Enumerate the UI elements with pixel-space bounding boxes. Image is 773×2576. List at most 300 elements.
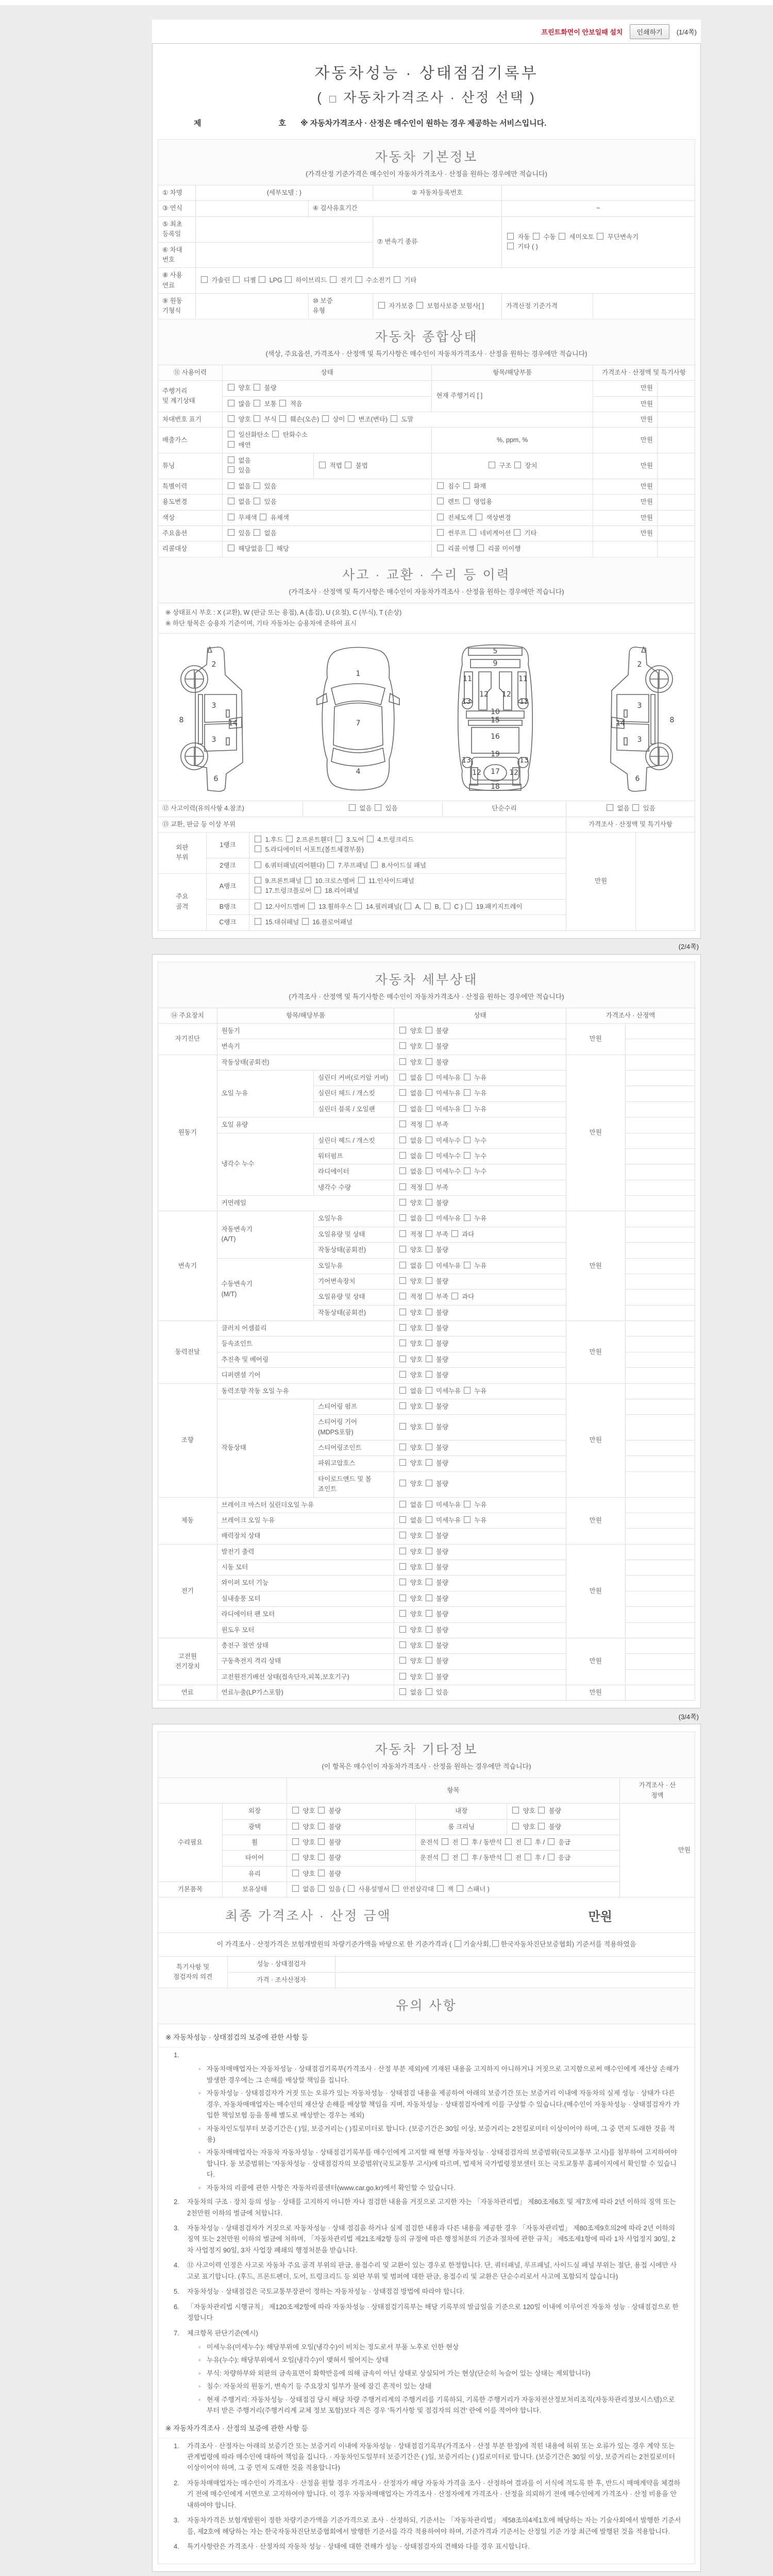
- cell: 없음 미세누유 누유: [394, 1383, 566, 1399]
- checkbox: [444, 903, 450, 909]
- checkbox: [525, 1854, 531, 1860]
- checkbox: [399, 1563, 406, 1570]
- cell: 1랭크: [206, 832, 249, 858]
- checkbox: [505, 1854, 512, 1860]
- checkbox: [399, 1230, 406, 1237]
- panel-number: 12: [509, 769, 518, 777]
- print-button[interactable]: 인쇄하기: [630, 24, 669, 39]
- cell: 양호 불량: [394, 1638, 566, 1653]
- section-subtitle: (가격조사 · 산정액 및 특기사항은 매수인이 자동차가격조사 · 산정을 원하는 경우에만 적습니다): [289, 587, 564, 596]
- table-row: [158, 216, 695, 242]
- checkbox: [507, 233, 514, 240]
- cell: ⑦ 변속기 종류: [373, 216, 501, 268]
- panel-number: 5: [493, 647, 497, 656]
- cell: 적법 불법: [314, 453, 432, 479]
- cell: [335, 1972, 695, 1988]
- notice-item-text: 자동차매매업자는 매수인이 가격조사 · 산정을 원할 경우 가격조사 · 산정자가 해당 자동차 가격을 조사 · 산정하여 결과를 이 서식에 적도록 한 후, 반드시 매매계약을 체결하기 전에 매수인에게 서면으로 고지하여야 합니다. 이 경우 자동차매매업자는 가격조사 · 산정자에게 가격조사 · 산정을 의뢰하기 전에 매수인에게 가격조사 · 산정 비용을 안내하여야 합니다.: [187, 2479, 681, 2509]
- cell: 양호 불량: [394, 1274, 566, 1289]
- checkbox: [426, 1277, 432, 1284]
- cell: 외판 부위: [158, 832, 207, 873]
- checkbox: [464, 1214, 470, 1221]
- cell: [625, 1368, 695, 1383]
- cell: 라디에이터 팬 모터: [217, 1607, 394, 1622]
- checkbox: [437, 1885, 444, 1892]
- cell: [625, 1415, 695, 1440]
- parts-rank-table: [158, 832, 695, 931]
- checkbox: [464, 1105, 470, 1112]
- cell: [625, 1529, 695, 1544]
- checkbox: [345, 462, 351, 468]
- cell: 전기: [158, 1544, 217, 1638]
- checkbox: [442, 1854, 448, 1860]
- checkbox: [348, 415, 355, 422]
- cell: 조향: [158, 1383, 217, 1497]
- checkbox: [426, 1340, 432, 1346]
- notice-item-number: 7.: [174, 2329, 179, 2337]
- table-row: [158, 453, 695, 479]
- checkbox: [308, 903, 315, 909]
- checkbox: [314, 887, 321, 893]
- cell: [658, 396, 695, 412]
- checkbox: [399, 1355, 406, 1362]
- checkbox: [228, 415, 234, 422]
- cell: [195, 216, 373, 242]
- cell: ⑬ 교환, 판금 등 이상 부위: [158, 817, 566, 832]
- cell: 상태: [223, 365, 432, 380]
- cell: 양호 불량: [394, 1456, 566, 1471]
- cell: [625, 1591, 695, 1606]
- cell: 타이로드엔드 및 볼 죠인트: [314, 1471, 394, 1497]
- cell: 양호 불량: [287, 1819, 416, 1835]
- checkbox: [399, 1516, 406, 1523]
- checkbox: [426, 1610, 432, 1617]
- notice-body: [158, 2024, 695, 2564]
- cell: 냉각수 누수: [217, 1133, 314, 1196]
- checkbox: [514, 529, 520, 536]
- cell: [625, 1055, 695, 1070]
- accident-history-table: [158, 801, 695, 817]
- cell: 많음 보통 적음: [223, 396, 432, 412]
- checkbox: [632, 804, 639, 811]
- bullet-icon: ◦: [198, 2395, 201, 2403]
- checkbox: [399, 1214, 406, 1221]
- notice-item-number: 1.: [174, 2050, 179, 2059]
- checkbox: [399, 1027, 406, 1033]
- cell: [416, 1866, 620, 1882]
- cell: 구동축전지 격리 상태: [217, 1654, 394, 1669]
- checkbox: [255, 877, 261, 884]
- cell: 적정 부족: [394, 1117, 566, 1133]
- cell: 자기진단: [158, 1023, 217, 1055]
- checkbox: [201, 276, 208, 283]
- table-row: [158, 185, 695, 201]
- table-row: [158, 1544, 695, 1560]
- cell: [625, 1039, 695, 1055]
- checkbox: [538, 1807, 545, 1814]
- cell: 양호 불량: [394, 1352, 566, 1367]
- checkbox: [426, 1105, 432, 1112]
- cell: [625, 1607, 695, 1622]
- checkbox: [279, 400, 286, 406]
- panel-number: 4: [356, 768, 360, 776]
- notice-item: [158, 2438, 695, 2476]
- final-price-row: [158, 1897, 695, 1933]
- checkbox: [318, 1807, 325, 1814]
- checkbox: [426, 1074, 432, 1080]
- notice-bullet-text: 자동차매매업자는 자동차성능 · 상태점검기록부(가격조사 · 산정 부분 제외)에 기재된 내용을 고지하지 아니하거나 거짓으로 고지함으로써 매수인에게 재산상 손해가 발생한 경우에는 그 손해를 배상할 책임을 집니다.: [207, 2065, 679, 2084]
- panel-number: 19: [490, 750, 500, 759]
- cell: 연료누출(LP가스포함): [217, 1685, 394, 1701]
- cell: 만원: [593, 495, 657, 510]
- panel-number: 6: [213, 775, 218, 784]
- cell: 룸 크리닝: [416, 1819, 507, 1835]
- table-row: [158, 1055, 695, 1070]
- panel-number: 12: [479, 690, 489, 699]
- checkbox: [399, 1402, 406, 1409]
- cell: [625, 1164, 695, 1180]
- checkbox: [426, 1152, 432, 1159]
- checkbox: [437, 498, 444, 504]
- cell: [625, 1133, 695, 1148]
- checkbox: [451, 1230, 458, 1237]
- notice-bullet: [158, 2146, 695, 2181]
- notice-bullet-text: 자동차의 리콜에 관한 사항은 자동차리콜센터(www.car.go.kr)에서 확인할 수 있습니다.: [207, 2183, 456, 2192]
- checkbox: [399, 1610, 406, 1617]
- cell: ⑨ 원동 기형식: [158, 294, 196, 319]
- notice-bullet: [158, 2341, 695, 2353]
- cell: 기본품목: [158, 1882, 223, 1897]
- cell: 운전석 전 후 / 동반석 전 후 / 응급: [416, 1851, 620, 1866]
- cell: 만원: [593, 428, 657, 453]
- notice-item: [158, 2476, 695, 2513]
- cell: 양호 불량: [394, 1415, 566, 1440]
- cell: 배력장치 상태: [217, 1529, 394, 1544]
- cell: 수동변속기 (M/T): [217, 1258, 314, 1321]
- checkbox: [426, 1246, 432, 1252]
- checkbox: [318, 1838, 325, 1845]
- notice-item-number: 4.: [174, 2543, 179, 2551]
- cell: [625, 1274, 695, 1289]
- section-subtitle: (색상, 주요옵션, 가격조사 · 산정액 및 특기사항은 매수인이 자동차가격조사 · 산정을 원하는 경우에만 적습니다): [265, 349, 587, 358]
- notice-bullet-text: 미세누유(미세누수): 해당부위에 오일(냉각수)이 비치는 정도로서 부품 노후로 인한 현상: [207, 2343, 459, 2351]
- cell: 작동상태(공회전): [314, 1305, 394, 1320]
- cell: B랭크: [206, 899, 249, 914]
- notice-item-text: 자동차성능 · 상태점검자가 거짓으로 자동차성능 · 상태 점검을 하거나 실제 점검한 내용과 다른 내용을 제공한 경우 「자동차관리법」 제80조제9호의2에 따라 2년 이하의 징역 또는 2천만원 이하의 벌금에 처하며, 「자동차관리법 제21조제2항 등의 규정에 따른 행정처분의 기준과 절차에 관한 규칙」 제5조제1항에 따라 1차 사업정지 30일, 2차 사업정지 90일, 3차 사업장 폐쇄의 행정처분을 받습니다.: [187, 2224, 676, 2254]
- notice-item-number: 6.: [174, 2302, 179, 2311]
- checkbox: [548, 1838, 554, 1845]
- cell: C랭크: [206, 915, 249, 930]
- cell: 연료: [158, 1685, 217, 1701]
- checkbox: [375, 804, 381, 811]
- notice-bullet: [158, 2087, 695, 2122]
- cell: 워터펌프: [314, 1148, 394, 1164]
- checkbox: [302, 918, 309, 925]
- checkbox: [399, 1387, 406, 1394]
- cell: 없음 있음: [223, 479, 432, 494]
- checkbox: [426, 1309, 432, 1315]
- cell: [195, 242, 373, 268]
- cell: 작동상태(공회전): [217, 1055, 394, 1070]
- table-row: [158, 365, 695, 380]
- cell: [658, 428, 695, 453]
- cell: 색상: [158, 510, 223, 526]
- notice-item: [158, 2047, 695, 2062]
- cell: [625, 1071, 695, 1086]
- notice-bullet-text: 자동차인도일부터 보증기간은 ( )일, 보증거리는 ( )킬로미터로 합니다. (보증기간은 30일 이상, 보증거리는 2천킬로미터 이상이어야 하며, 그 중 먼저 도래한 것을 적용): [207, 2124, 675, 2143]
- checkbox: [426, 1563, 432, 1570]
- checkbox: [255, 903, 261, 909]
- cell: 작동상태: [217, 1399, 314, 1497]
- cell: 없음 있음: [223, 453, 314, 479]
- checkbox: [279, 415, 286, 422]
- checkbox: [254, 400, 260, 406]
- cell: 전체도색 색상변경: [432, 510, 593, 526]
- panel-number: 12: [472, 769, 481, 777]
- cell: 보유상태: [223, 1882, 287, 1897]
- cell: ① 차명: [158, 185, 196, 201]
- cell: [658, 381, 695, 396]
- checkbox: [399, 1579, 406, 1585]
- checkbox: [426, 1355, 432, 1362]
- price-basis-note: 이 가격조사 · 산정가격은 보험개발원의 차량기준가액을 바탕으로 한 기준가격과 ( 기술사회, 한국자동차진단보증협회) 기준서를 적용하였음: [158, 1933, 695, 1957]
- form-table: [158, 1956, 695, 1988]
- cell: ⑥ 차대 번호: [158, 242, 196, 268]
- cell: 충전구 절연 상태: [217, 1638, 394, 1653]
- cell: 없음 있음: [566, 801, 695, 817]
- cell: [658, 495, 695, 510]
- notice-item-text: 자동차성능 · 상태점검은 국토교통부장관이 정하는 자동차성능 · 상태점검 방법에 따라야 합니다.: [187, 2287, 465, 2296]
- cell: 파워고압호스: [314, 1456, 394, 1471]
- checkbox: [461, 1854, 468, 1860]
- cell: 없음 미세누유 누유: [394, 1497, 566, 1513]
- notice-bullet: [158, 2353, 695, 2366]
- cell: 자동변속기 (A/T): [217, 1211, 314, 1258]
- notice-block-heading: ※ 자동차가격조사 · 산정의 보증에 관한 사항 등: [158, 2417, 695, 2438]
- checkbox: [286, 836, 293, 842]
- cell: 9.프론트패널 10.크로스멤버 11.인사이드패널 17.트렁크플로어 18.리어패널: [249, 874, 566, 900]
- checkbox: [476, 514, 482, 520]
- panel-number: 10: [490, 708, 500, 717]
- panel-number: 7: [356, 719, 360, 728]
- panel-number: 13: [461, 698, 471, 706]
- detail-condition-table: [158, 1008, 695, 1701]
- cell: 없음 있음: [223, 495, 432, 510]
- cell: 양호 부식 훼손(오손) 상이 변조(변타) 도말: [223, 412, 593, 427]
- checkbox: [255, 887, 261, 893]
- cell: 양호 불량: [394, 1654, 566, 1669]
- cell: [625, 1352, 695, 1367]
- table-row: [158, 1778, 695, 1804]
- table-row: [158, 1321, 695, 1336]
- cell: [593, 541, 657, 557]
- cell: 양호 불량: [394, 1440, 566, 1456]
- bullet-icon: ◦: [198, 2148, 201, 2157]
- checkbox: [228, 431, 234, 437]
- checkbox: [356, 276, 362, 283]
- cell: 항목/해당부품: [432, 365, 593, 380]
- bullet-icon: ◦: [198, 2124, 201, 2132]
- cell: [625, 1086, 695, 1101]
- checkbox: [399, 1246, 406, 1252]
- checkbox: [507, 243, 514, 249]
- cell: 양호 불량: [394, 1305, 566, 1320]
- cell: 만원: [593, 453, 657, 479]
- notice-item: [158, 2194, 695, 2221]
- table-row: [158, 1972, 695, 1988]
- checkbox: [399, 1532, 406, 1538]
- checkbox: [255, 836, 261, 842]
- cell: 양호 불량: [394, 1039, 566, 1055]
- cell: 2랭크: [206, 858, 249, 873]
- checkbox: [228, 498, 234, 504]
- section-title: 자동차 세부상태: [375, 972, 478, 987]
- cell: 만원: [593, 381, 657, 396]
- panel-number: 3: [637, 702, 642, 710]
- cell: 성능 · 상태점검자: [228, 1957, 335, 1972]
- page-2: [152, 954, 701, 1709]
- checkbox: [464, 1262, 470, 1268]
- cell: 만원: [593, 510, 657, 526]
- checkbox: [254, 498, 260, 504]
- cell: [593, 294, 695, 319]
- checkbox: [399, 1262, 406, 1268]
- checkbox: [416, 302, 423, 309]
- notice-item-text: 체크항목 판단기준(예시): [187, 2329, 258, 2337]
- panel-number: 8: [669, 716, 674, 725]
- cell: 냉각수 수량: [314, 1180, 394, 1195]
- special-notes-table: [158, 1956, 695, 1988]
- cell: %, ppm, %: [432, 428, 593, 453]
- cell: [658, 479, 695, 494]
- checkbox: [292, 1885, 299, 1892]
- cell: 실린더 블록 / 오일팬: [314, 1101, 394, 1117]
- notice-item: [158, 2513, 695, 2539]
- cell: [625, 1575, 695, 1591]
- cell: 만원: [593, 396, 657, 412]
- panel-number: 3: [211, 702, 216, 710]
- form-table: [158, 832, 695, 931]
- cell: 가격 · 조사산정자: [228, 1972, 335, 1988]
- table-row: [158, 1866, 695, 1882]
- checkbox: [399, 1423, 406, 1430]
- legend-line-1: ※ 상태표시 부호 : X (교환), W (판금 또는 용접), A (흠집), U (요철), C (부식), T (손상): [165, 608, 402, 616]
- checkbox: [318, 1870, 325, 1876]
- checkbox: [255, 845, 261, 852]
- cell: A랭크: [206, 874, 249, 900]
- form-table: [158, 1008, 695, 1701]
- checkbox: [538, 1823, 545, 1829]
- bullet-icon: ◦: [198, 2382, 201, 2391]
- checkbox: [399, 1501, 406, 1507]
- table-row: [158, 412, 695, 427]
- panel-number: 18: [490, 783, 500, 791]
- cell: 고전원전기배선 상태(접속단자,피복,보호기구): [217, 1669, 394, 1685]
- cell: 커먼레일: [217, 1196, 394, 1211]
- section-subtitle: (이 항목은 매수인이 자동차가격조사 · 산정을 원하는 경우에만 적습니다): [322, 1762, 531, 1771]
- checkbox: [464, 1167, 470, 1174]
- cell: ~: [501, 201, 695, 216]
- doc-no-prefix: 제: [194, 119, 201, 128]
- checkbox: [607, 804, 613, 811]
- cell: [625, 1258, 695, 1274]
- cell: [625, 1196, 695, 1211]
- cell: 썬루프 네비게이션 기타: [432, 526, 593, 541]
- panel-number: 12: [501, 690, 511, 699]
- cell: 양호 불량: [394, 1471, 566, 1497]
- notice-item-number: 3.: [174, 2224, 179, 2232]
- cell: 양호 불량: [394, 1336, 566, 1352]
- cell: 양호 불량: [287, 1835, 416, 1850]
- checkbox: [399, 1199, 406, 1206]
- table-row: [158, 526, 695, 541]
- checkbox: [399, 1595, 406, 1601]
- cell: [625, 1638, 695, 1653]
- section-detail-header: [158, 962, 695, 1008]
- checkbox: [426, 1371, 432, 1378]
- checkbox: [399, 1167, 406, 1174]
- final-price-label: 최종 가격조사 · 산정 금액: [225, 1909, 392, 1924]
- checkbox: [255, 861, 261, 868]
- cell: [625, 1456, 695, 1471]
- checkbox: [424, 903, 431, 909]
- section-notice-header: [158, 1988, 695, 2024]
- document-header: [158, 51, 695, 140]
- checkbox: [548, 1854, 554, 1860]
- checkbox: [464, 1516, 470, 1523]
- section-other-header: [158, 1732, 695, 1778]
- cell: [625, 1305, 695, 1320]
- panel-number: 15: [490, 716, 500, 725]
- checkbox: [292, 1823, 299, 1829]
- cell: 오일유량 및 상태: [314, 1227, 394, 1242]
- table-row: [158, 495, 695, 510]
- table-row: [158, 541, 695, 557]
- section-subtitle: (가격산정 기준가격은 매수인이 자동차가격조사 · 산정을 원하는 경우에만 적습니다): [306, 170, 547, 178]
- parts-header-table: [158, 817, 695, 833]
- form-table: [158, 1777, 695, 1897]
- checkbox: [442, 1838, 448, 1845]
- form-table: [158, 185, 695, 319]
- print-install-link[interactable]: 프린트화면이 안보일때 설치: [541, 28, 623, 36]
- cell: 브레이크 마스터 실린더오일 누유: [217, 1497, 394, 1513]
- cell: 오일누유: [314, 1211, 394, 1227]
- cell: 스티어링조인트: [314, 1440, 394, 1456]
- cell: 만원: [566, 1685, 625, 1701]
- cell: 클러치 어셈블리: [217, 1321, 394, 1336]
- cell: [625, 1321, 695, 1336]
- table-row: [158, 396, 695, 412]
- notice-item-text: 자동차의 구조 · 장치 등의 성능 · 상태를 고지하지 아니한 자나 점검한 내용을 거짓으로 고지한 자는 「자동차관리법」 제80조제6호 및 제7호에 따라 2년 이하의 징역 또는 2천만원 이하의 벌금에 처합니다.: [187, 2198, 676, 2217]
- cell: 없음 미세누수 누수: [394, 1164, 566, 1180]
- checkbox: [305, 877, 311, 884]
- cell: 스티어링 기어(MDPS포함): [314, 1415, 394, 1440]
- form-table: [158, 365, 695, 557]
- panel-number: 8: [179, 716, 183, 725]
- cell: 만원: [593, 526, 657, 541]
- checkbox: [285, 276, 292, 283]
- cell: 렌트 영업용: [432, 495, 593, 510]
- checkbox: [525, 1838, 531, 1845]
- checkbox: [228, 384, 234, 391]
- cell: 만원: [566, 1544, 625, 1638]
- cell: 양호 불량: [394, 1669, 566, 1685]
- overall-condition-table: [158, 365, 695, 557]
- section-title: 유의 사항: [396, 1998, 457, 2013]
- table-row: [158, 1835, 695, 1850]
- checkbox: [463, 482, 470, 489]
- checkbox: [367, 836, 374, 842]
- notice-item-number: 2.: [174, 2198, 179, 2206]
